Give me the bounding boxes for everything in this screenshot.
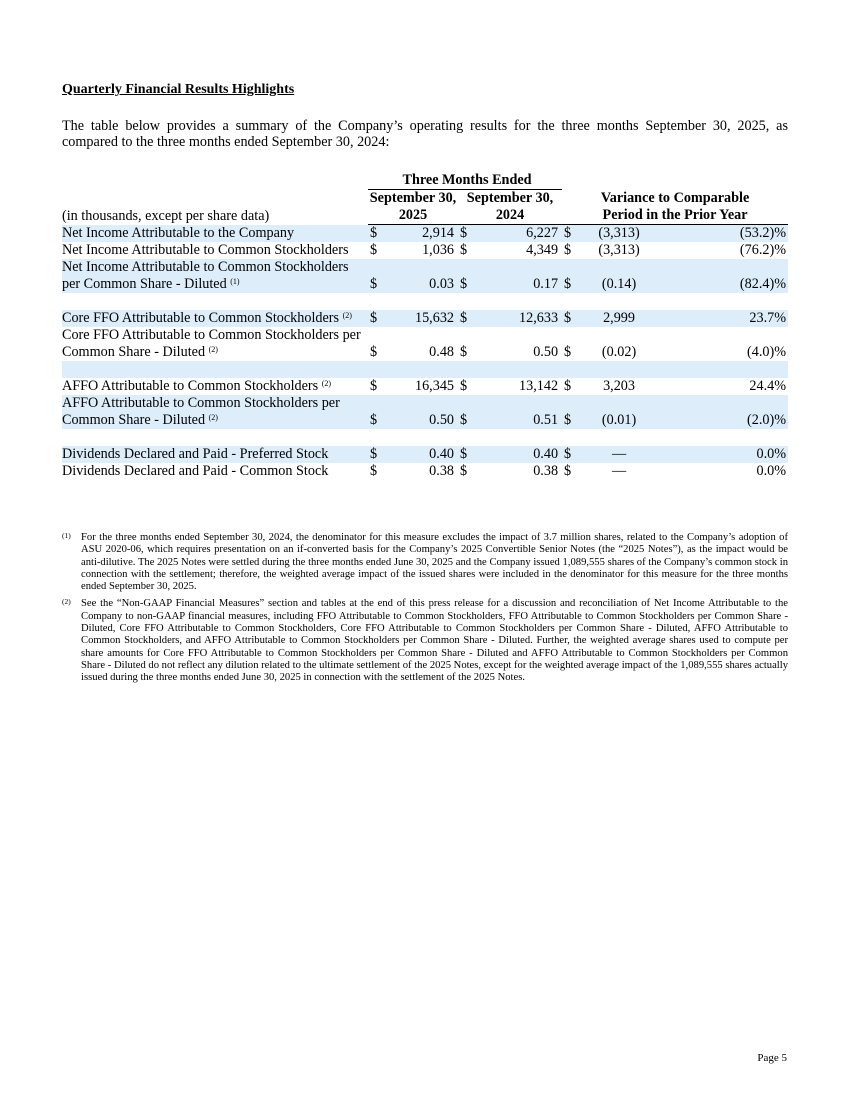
footnote-marker: (2) [62,597,71,607]
variance-percent: (53.2)% [654,225,788,243]
row-label [62,395,368,429]
row-label-text: Dividends Declared and Paid - Preferred Stock [62,446,329,462]
footnote-ref: (2) [342,311,352,320]
variance-percent: (82.4)% [654,259,788,293]
value-2025: 0.40 [390,446,458,463]
currency-symbol: $ [458,225,480,243]
table-header-row-1 [62,172,788,190]
page-number: Page 5 [757,1052,787,1064]
row-label [62,463,368,480]
variance-percent: 24.4% [749,378,787,394]
table-row [62,378,788,395]
table-row [62,242,788,259]
row-label [62,225,368,243]
row-label-text: Net Income Attributable to Common Stockholders [62,242,349,258]
value-2024: 0.50 [533,344,559,360]
variance-header-line2: Period in the Prior Year [562,207,788,225]
currency-symbol: $ [458,259,480,293]
col-2024-header-line1: September 30, [466,190,554,206]
financial-results-table [62,172,788,480]
currency-symbol: $ [368,395,390,429]
footnote-ref: (2) [321,379,332,388]
table-row [62,310,788,327]
currency-symbol: $ [370,378,378,394]
currency-symbol: $ [370,463,378,479]
row-label [62,446,368,463]
footnote-ref: (2) [208,413,218,422]
row-label-text: Core FFO Attributable to Common Stockholders [62,310,340,326]
value-2025: 0.38 [429,463,454,479]
value-2024: 0.51 [480,395,562,429]
currency-symbol: $ [564,463,572,479]
intro-paragraph: The table below provides a summary of the Company’s operating results for the three months September 30, 2025, as compared to the three months ended September 30, 2024: [62,118,788,150]
value-2025: 15,632 [390,310,458,327]
value-2024: 13,142 [519,378,559,394]
value-2024: 0.17 [480,259,562,293]
three-months-ended-header: Three Months Ended [368,172,562,190]
currency-symbol: $ [564,242,572,258]
table-row [62,446,788,463]
currency-symbol: $ [368,259,390,293]
table-row [62,395,788,429]
variance-amount: 3,203 [603,378,635,394]
row-label-text: Net Income Attributable to the Company [62,225,295,241]
value-2025: 2,914 [390,225,458,243]
col-2024-header-line2: 2024 [458,207,562,225]
currency-symbol: $ [368,310,390,327]
spacer-row [62,361,788,378]
value-2024: 0.40 [480,446,562,463]
currency-symbol: $ [458,446,480,463]
footnote-text: For the three months ended September 30, 2024, the denominator for this measure excludes the impact of 3.7 million shares, related to the Company’s adoption of ASU 2020-06, which requires presentation on an if-converted basis for the Company’s 2025 Convertible Senior Notes (the “2025 Notes”), as the impact would be anti-dilutive. The 2025 Notes were settled during the three months ended June 30, 2025 and the Company issued 1,089,555 shares of the Company’s common stock in connection with the settlement; therefore, the weighted average impact of the issued shares were included in the denominator for this measure for the three months ended September 30, 2025. [81,532,788,593]
footnote-marker: (1) [62,531,71,540]
table-row [62,225,788,243]
row-label-text: AFFO Attributable to Common Stockholders per Common Share - Diluted [62,395,340,428]
variance-amount: (0.02) [601,344,637,360]
footnote [62,532,788,593]
value-2024: 4,349 [526,242,559,258]
row-label-text: Net Income Attributable to Common Stockholders per Common Share - Diluted [62,259,349,292]
row-label [62,259,368,293]
spacer-row [62,429,788,446]
variance-percent: (76.2)% [739,242,787,258]
row-label-text: Dividends Declared and Paid - Common Stock [62,463,329,479]
row-label [62,242,368,259]
currency-symbol: $ [564,344,572,360]
spacer-row [62,293,788,310]
variance-amount: — [584,446,654,463]
col-2025-header-line2: 2025 [368,207,458,225]
table-row [62,327,788,361]
footnote [62,598,788,684]
currency-symbol: $ [460,344,468,360]
value-2025: 0.50 [390,395,458,429]
currency-symbol: $ [458,395,480,429]
currency-symbol: $ [368,446,390,463]
variance-percent: 0.0% [756,463,787,479]
value-2025: 1,036 [422,242,454,258]
units-label: (in thousands, except per share data) [62,207,270,224]
value-2025: 0.03 [390,259,458,293]
currency-symbol: $ [460,378,468,394]
variance-percent: (4.0)% [747,344,787,360]
currency-symbol: $ [370,242,378,258]
currency-symbol: $ [368,225,390,243]
variance-amount: (3,313) [584,225,654,243]
value-2025: 0.48 [429,344,454,360]
variance-amount: 2,999 [584,310,654,327]
variance-amount: — [611,463,627,479]
row-label-text: Core FFO Attributable to Common Stockholders per Common Share - Diluted [62,327,361,360]
currency-symbol: $ [460,463,468,479]
table-header-row-3 [62,207,788,225]
value-2024: 12,633 [480,310,562,327]
currency-symbol: $ [458,310,480,327]
currency-symbol: $ [562,225,584,243]
footnote-text: See the “Non-GAAP Financial Measures” section and tables at the end of this press release for a discussion and reconciliation of Net Income Attributable to the Company to non-GAAP financial measures, including FFO Attributable to Common Stockholders, FFO Attributable to Common Stockholders per Common Share - Diluted, Core FFO Attributable to Common Stockholders, Core FFO Attributable to Common Stockholders per Common Share - Diluted, AFFO Attributable to Common Stockholders, and AFFO Attributable to Common Stockholders per Common Share - Diluted. Further, the weighted average shares used to compute per share amounts for Core FFO Attributable to Common Stockholders per Common Share - Diluted and AFFO Attributable to Common Stockholders per Common Share - Diluted do not reflect any dilution related to the ultimate settlement of the 2025 Notes, except for the weighted average impact of the 1,089,555 shares actually issued during the three months ended June 30, 2025 in connection with the settlement of the 2025 Notes. [81,598,788,684]
footnotes [62,532,788,690]
variance-amount: (3,313) [598,242,640,258]
variance-amount: (0.14) [584,259,654,293]
currency-symbol: $ [460,242,468,258]
table-header-row-2 [62,190,788,208]
footnote-ref: (1) [230,277,240,286]
row-label-text: AFFO Attributable to Common Stockholders [62,378,319,394]
variance-amount: (0.01) [584,395,654,429]
currency-symbol: $ [562,446,584,463]
section-heading: Quarterly Financial Results Highlights [62,82,295,97]
row-label [62,378,368,395]
variance-percent: (2.0)% [654,395,788,429]
table-row [62,259,788,293]
row-label [62,327,368,361]
col-2025-header-line1: September 30, [369,190,457,206]
value-2024: 0.38 [533,463,559,479]
currency-symbol: $ [562,395,584,429]
value-2025: 16,345 [414,378,454,394]
currency-symbol: $ [564,378,572,394]
row-label [62,310,368,327]
value-2024: 6,227 [480,225,562,243]
variance-header-line1: Variance to Comparable [600,190,750,206]
footnote-ref: (2) [208,345,218,354]
currency-symbol: $ [562,259,584,293]
variance-percent: 23.7% [654,310,788,327]
currency-symbol: $ [370,344,378,360]
currency-symbol: $ [562,310,584,327]
table-row [62,463,788,480]
variance-percent: 0.0% [654,446,788,463]
